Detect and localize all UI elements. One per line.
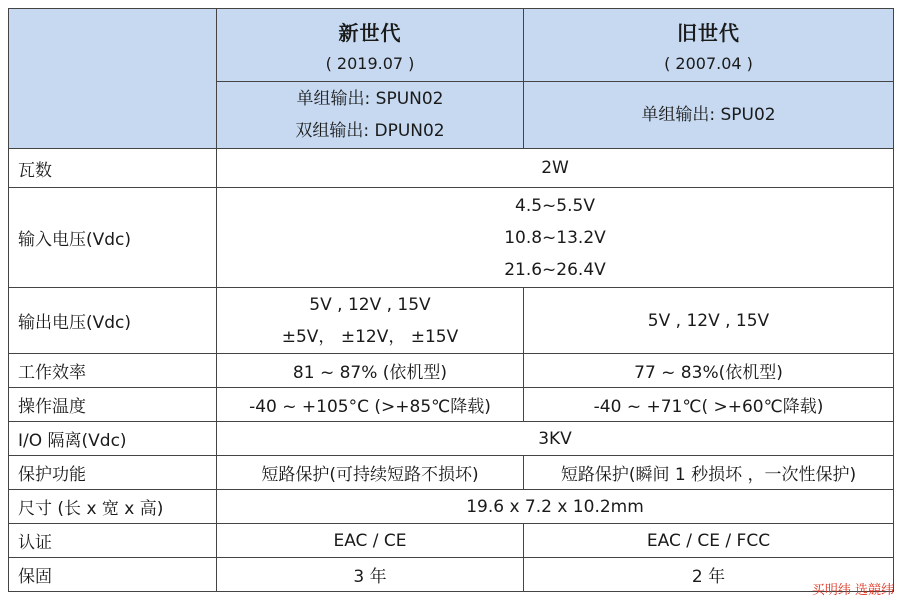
warranty-old: 2 年: [524, 558, 894, 592]
efficiency-new: 81 ~ 87% (依机型): [217, 354, 524, 388]
certification-new: EAC / CE: [217, 524, 524, 558]
protection-old: 短路保护(瞬间 1 秒损坏 ，一次性保护): [524, 456, 894, 490]
row-label: 工作效率: [9, 354, 217, 388]
header-corner-cell: [9, 9, 217, 149]
old-generation-header: [524, 9, 894, 82]
output-voltage-new-dual: ±5V， ±12V， ±15V: [281, 326, 459, 347]
old-generation-models: [524, 82, 894, 149]
row-label: 操作温度: [9, 388, 217, 422]
spec-comparison-table: [8, 8, 894, 592]
table-row-isolation: [9, 422, 894, 456]
row-label: 保固: [9, 558, 217, 592]
row-label: 保护功能: [9, 456, 217, 490]
row-label: 瓦数: [9, 149, 217, 188]
row-label: 输入电压(Vdc): [9, 188, 217, 288]
input-voltage-12v: 10.8~13.2V: [504, 227, 606, 248]
old-model-single: 单组输出: SPU02: [641, 105, 776, 125]
table-row-input-voltage: [9, 188, 894, 288]
efficiency-old: 77 ~ 83%(依机型): [524, 354, 894, 388]
row-label: 输出电压(Vdc): [9, 288, 217, 354]
watt-value: 2W: [217, 149, 894, 188]
table-row-watt: [9, 149, 894, 188]
new-generation-date: ( 2019.07 ): [325, 54, 415, 73]
input-voltage-5v: 4.5~5.5V: [515, 195, 595, 216]
warranty-new: 3 年: [217, 558, 524, 592]
table-row-temperature: [9, 388, 894, 422]
input-voltage-24v: 21.6~26.4V: [504, 259, 606, 280]
temperature-old: -40 ~ +71℃( >+60℃降载): [524, 388, 894, 422]
table-row-efficiency: [9, 354, 894, 388]
new-model-single: 单组输出: SPUN02: [296, 89, 444, 109]
old-generation-date: ( 2007.04 ): [664, 54, 753, 73]
output-voltage-new: [217, 288, 524, 354]
output-voltage-new-single: 5V , 12V , 15V: [309, 294, 431, 315]
new-generation-header: [217, 9, 524, 82]
table-row-output-voltage: [9, 288, 894, 354]
input-voltage-values: [217, 188, 894, 288]
temperature-new: -40 ~ +105°C (>+85℃降载): [217, 388, 524, 422]
table-row-certification: [9, 524, 894, 558]
watermark-text: 买明纬 选競纬: [811, 583, 894, 598]
table-row-protection: [9, 456, 894, 490]
dimension-value: 19.6 x 7.2 x 10.2mm: [217, 490, 894, 524]
row-label: I/O 隔离(Vdc): [9, 422, 217, 456]
old-generation-title: 旧世代: [677, 21, 740, 45]
table-row-dimension: [9, 490, 894, 524]
table-row-warranty: [9, 558, 894, 592]
row-label: 尺寸 (长 x 宽 x 高): [9, 490, 217, 524]
output-voltage-old: 5V , 12V , 15V: [524, 288, 894, 354]
protection-new: 短路保护(可持续短路不损坏): [217, 456, 524, 490]
row-label: 认证: [9, 524, 217, 558]
isolation-value: 3KV: [217, 422, 894, 456]
new-generation-models: [217, 82, 524, 149]
certification-old: EAC / CE / FCC: [524, 524, 894, 558]
new-model-dual: 双组输出: DPUN02: [295, 121, 445, 141]
new-generation-title: 新世代: [338, 21, 402, 45]
